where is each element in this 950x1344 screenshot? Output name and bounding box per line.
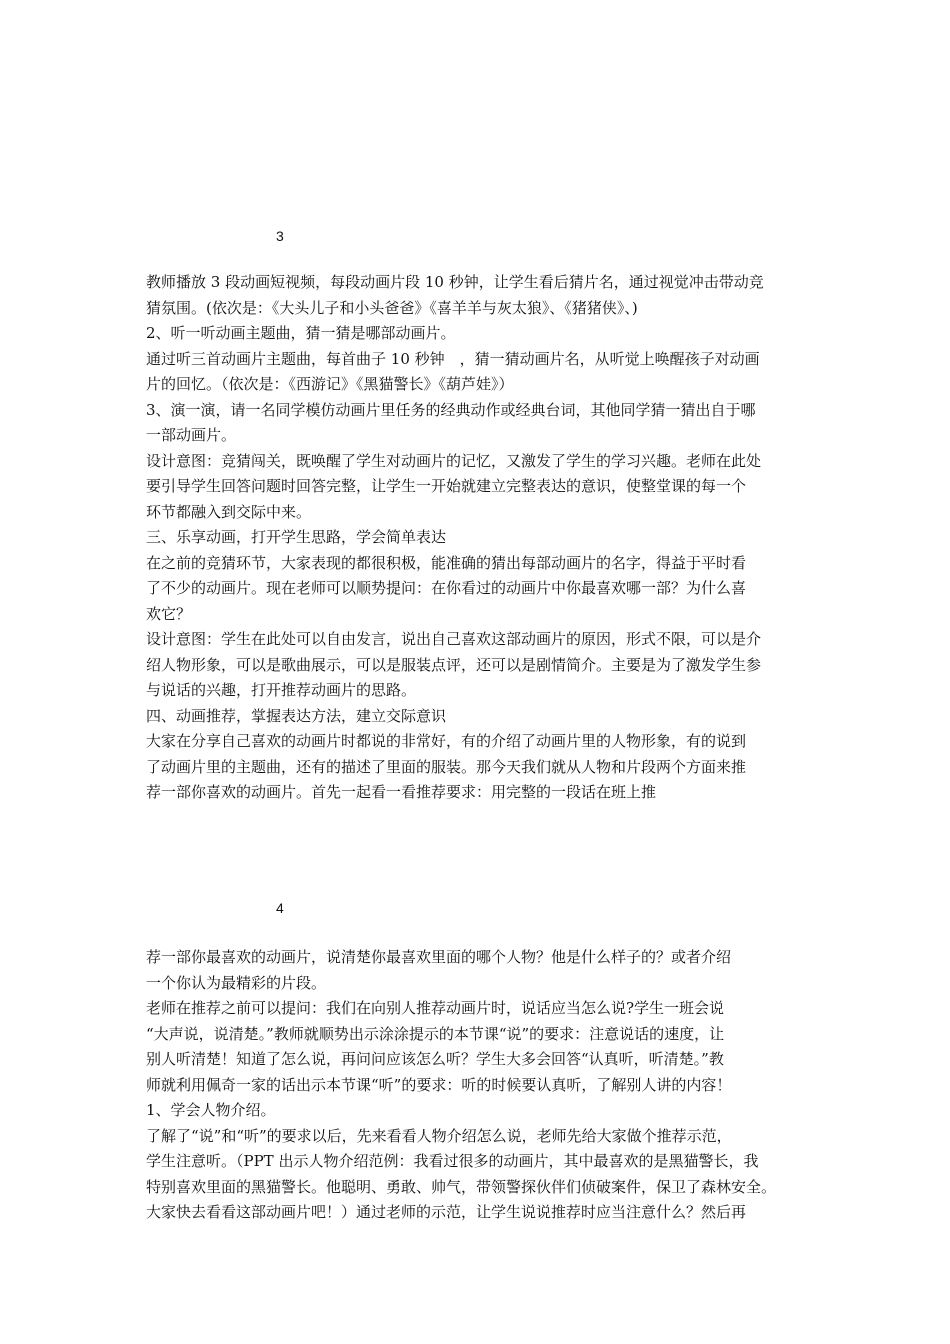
paragraph-line: “大声说，说清楚。”教师就顺势出示涂涂提示的本节课“说”的要求：注意说话的速度，让 [146, 1024, 725, 1043]
section-heading: 四、动画推荐，掌握表达方法，建立交际意识 [146, 706, 447, 725]
list-item-heading: 2、听一听动画主题曲，猜一猜是哪部动画片。 [146, 324, 456, 342]
paragraph-line: 片的回忆。（依次是：《西游记》《黑猫警长》《葫芦娃》） [146, 375, 514, 393]
paragraph-line: 了动画片里的主题曲，还有的描述了里面的服装。那今天我们就从人物和片段两个方面来推 [146, 757, 747, 776]
section-heading: 三、乐享动画，打开学生思路，学会简单表达 [146, 528, 447, 546]
paragraph-line: 设计意图：学生在此处可以自由发言，说出自己喜欢这部动画片的原因，形式不限，可以是介 [146, 630, 762, 648]
paragraph-line: 师就利用佩奇一家的话出示本节课“听”的要求：听的时候要认真听，了解别人讲的内容！ [146, 1075, 732, 1094]
paragraph-line: 设计意图：竞猜闯关，既唤醒了学生对动画片的记忆，又激发了学生的学习兴趣。老师在此处 [146, 451, 762, 470]
paragraph-line: 绍人物形象，可以是歌曲展示，可以是服装点评，还可以是剧情简介。主要是为了激发学生参 [146, 655, 762, 674]
paragraph-line: 老师在推荐之前可以提问：我们在向别人推荐动画片时，说话应当怎么说?学生一班会说 [146, 999, 725, 1017]
paragraph-line: 大家在分享自己喜欢的动画片时都说的非常好，有的介绍了动画片里的人物形象，有的说到 [146, 732, 747, 750]
paragraph-line: 猜氛围。(依次是：《大头儿子和小头爸爸》《喜羊羊与灰太狼》、《猪猪侠》、) [146, 298, 638, 317]
paragraph-line: 欢它？ [146, 604, 192, 623]
paragraph-line: 环节都融入到交际中来。 [146, 502, 312, 521]
paragraph-line: 学生注意听。（PPT 出示人物介绍范例：我看过很多的动画片，其中最喜欢的是黑猫警长，我 [146, 1152, 759, 1170]
paragraph-line: 通过听三首动画片主题曲，每首曲子 10 秒钟 ，猜一猜动画片名，从听觉上唤醒孩子对动画 [146, 349, 760, 368]
paragraph-line: 教师播放 3 段动画短视频，每段动画片段 10 秒钟，让学生看后猜片名，通过视觉冲击带动竞 [146, 273, 764, 291]
paragraph-line: 了不少的动画片。现在老师可以顺势提问：在你看过的动画片中你最喜欢哪一部？为什么喜 [146, 579, 747, 597]
paragraph-line: 一个你认为最精彩的片段。 [146, 973, 327, 992]
paragraph-line: 与说话的兴趣，打开推荐动画片的思路。 [146, 681, 417, 699]
page-number: 4 [276, 900, 284, 916]
paragraph-line: 在之前的竞猜环节，大家表现的都很积极，能准确的猜出每部动画片的名字，得益于平时看 [146, 553, 747, 572]
paragraph-line: 荐一部你最喜欢的动画片，说清楚你最喜欢里面的哪个人物？他是什么样子的？或者介绍 [146, 948, 732, 966]
page-3-text-block [146, 270, 814, 806]
page-4-text-block [146, 945, 814, 1226]
paragraph-line: 荐一部你喜欢的动画片。首先一起看一看推荐要求：用完整的一段话在班上推 [146, 783, 657, 801]
paragraph-line: 大家快去看看这部动画片吧！）通过老师的示范，让学生说说推荐时应当注意什么？然后再 [146, 1203, 747, 1221]
list-item-heading: 1、学会人物介绍。 [146, 1101, 276, 1119]
page-number: 3 [276, 228, 284, 244]
paragraph-line: 要引导学生回答问题时回答完整，让学生一开始就建立完整表达的意识，使整堂课的每一个 [146, 477, 747, 495]
paragraph-line: 别人听清楚！知道了怎么说，再问问应该怎么听？学生大多会回答“认真听，听清楚。”教 [146, 1050, 724, 1068]
list-item-heading: 3、演一演，请一名同学模仿动画片里任务的经典动作或经典台词，其他同学猜一猜出自于哪 [146, 400, 756, 419]
paragraph-line: 一部动画片。 [146, 426, 237, 444]
paragraph-line: 了解了“说”和“听”的要求以后，先来看看人物介绍怎么说，老师先给大家做个推荐示范， [146, 1126, 732, 1145]
paragraph-line: 特别喜欢里面的黑猫警长。他聪明、勇敢、帅气，带领警探伙伴们侦破案件，保卫了森林安全。 [146, 1177, 777, 1196]
